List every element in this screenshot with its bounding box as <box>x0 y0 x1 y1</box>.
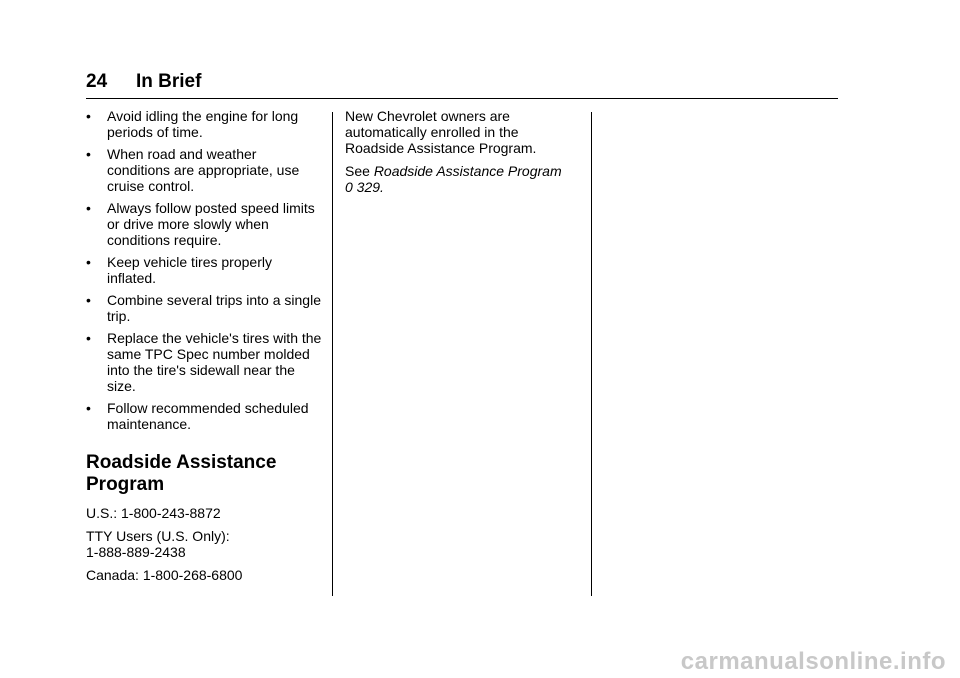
bullet-icon: • <box>86 400 91 416</box>
page-ref-arrow-icon: 0 <box>345 179 353 195</box>
page-number: 24 <box>86 71 108 92</box>
bullet-icon: • <box>86 254 91 270</box>
tty-phone: TTY Users (U.S. Only): 1-888-889-2438 <box>86 528 230 560</box>
bullet-icon: • <box>86 330 91 346</box>
list-item: • Replace the vehicle's tires with the same TPC Spec number molded into the tire's sidewall near the size. <box>86 330 322 394</box>
list-item: • Follow recommended scheduled maintenance. <box>86 400 309 432</box>
list-item: • Always follow posted speed limits or drive more slowly when conditions require. <box>86 200 315 248</box>
section-title: In Brief <box>136 71 202 92</box>
list-item: • Avoid idling the engine for long periods of time. <box>86 108 299 140</box>
bullet-icon: • <box>86 108 91 124</box>
reference-link[interactable]: Roadside Assistance Program 0 329 <box>345 163 562 195</box>
header-rule <box>86 98 838 99</box>
bullet-icon: • <box>86 292 91 308</box>
list-item: • When road and weather conditions are appropriate, use cruise control. <box>86 146 300 194</box>
left-column <box>86 108 322 590</box>
page-header <box>86 70 201 94</box>
list-item: • Keep vehicle tires properly inflated. <box>86 254 272 286</box>
middle-column <box>345 108 581 202</box>
fuel-tips-list <box>86 108 322 432</box>
watermark: carmanualsonline.info <box>680 648 946 675</box>
bullet-icon: • <box>86 200 91 216</box>
list-item: • Combine several trips into a single trip. <box>86 292 321 324</box>
canada-phone: Canada: 1-800-268-6800 <box>86 567 243 583</box>
column-divider-2 <box>591 112 592 596</box>
see-reference: See Roadside Assistance Program 0 329. <box>345 163 562 195</box>
enrollment-paragraph: New Chevrolet owners are automatically enrolled in the Roadside Assistance Program. <box>345 108 537 156</box>
us-phone: U.S.: 1-800-243-8872 <box>86 505 221 521</box>
roadside-heading: Roadside Assistance Program <box>86 452 277 495</box>
bullet-icon: • <box>86 146 91 162</box>
column-divider-1 <box>332 112 333 596</box>
